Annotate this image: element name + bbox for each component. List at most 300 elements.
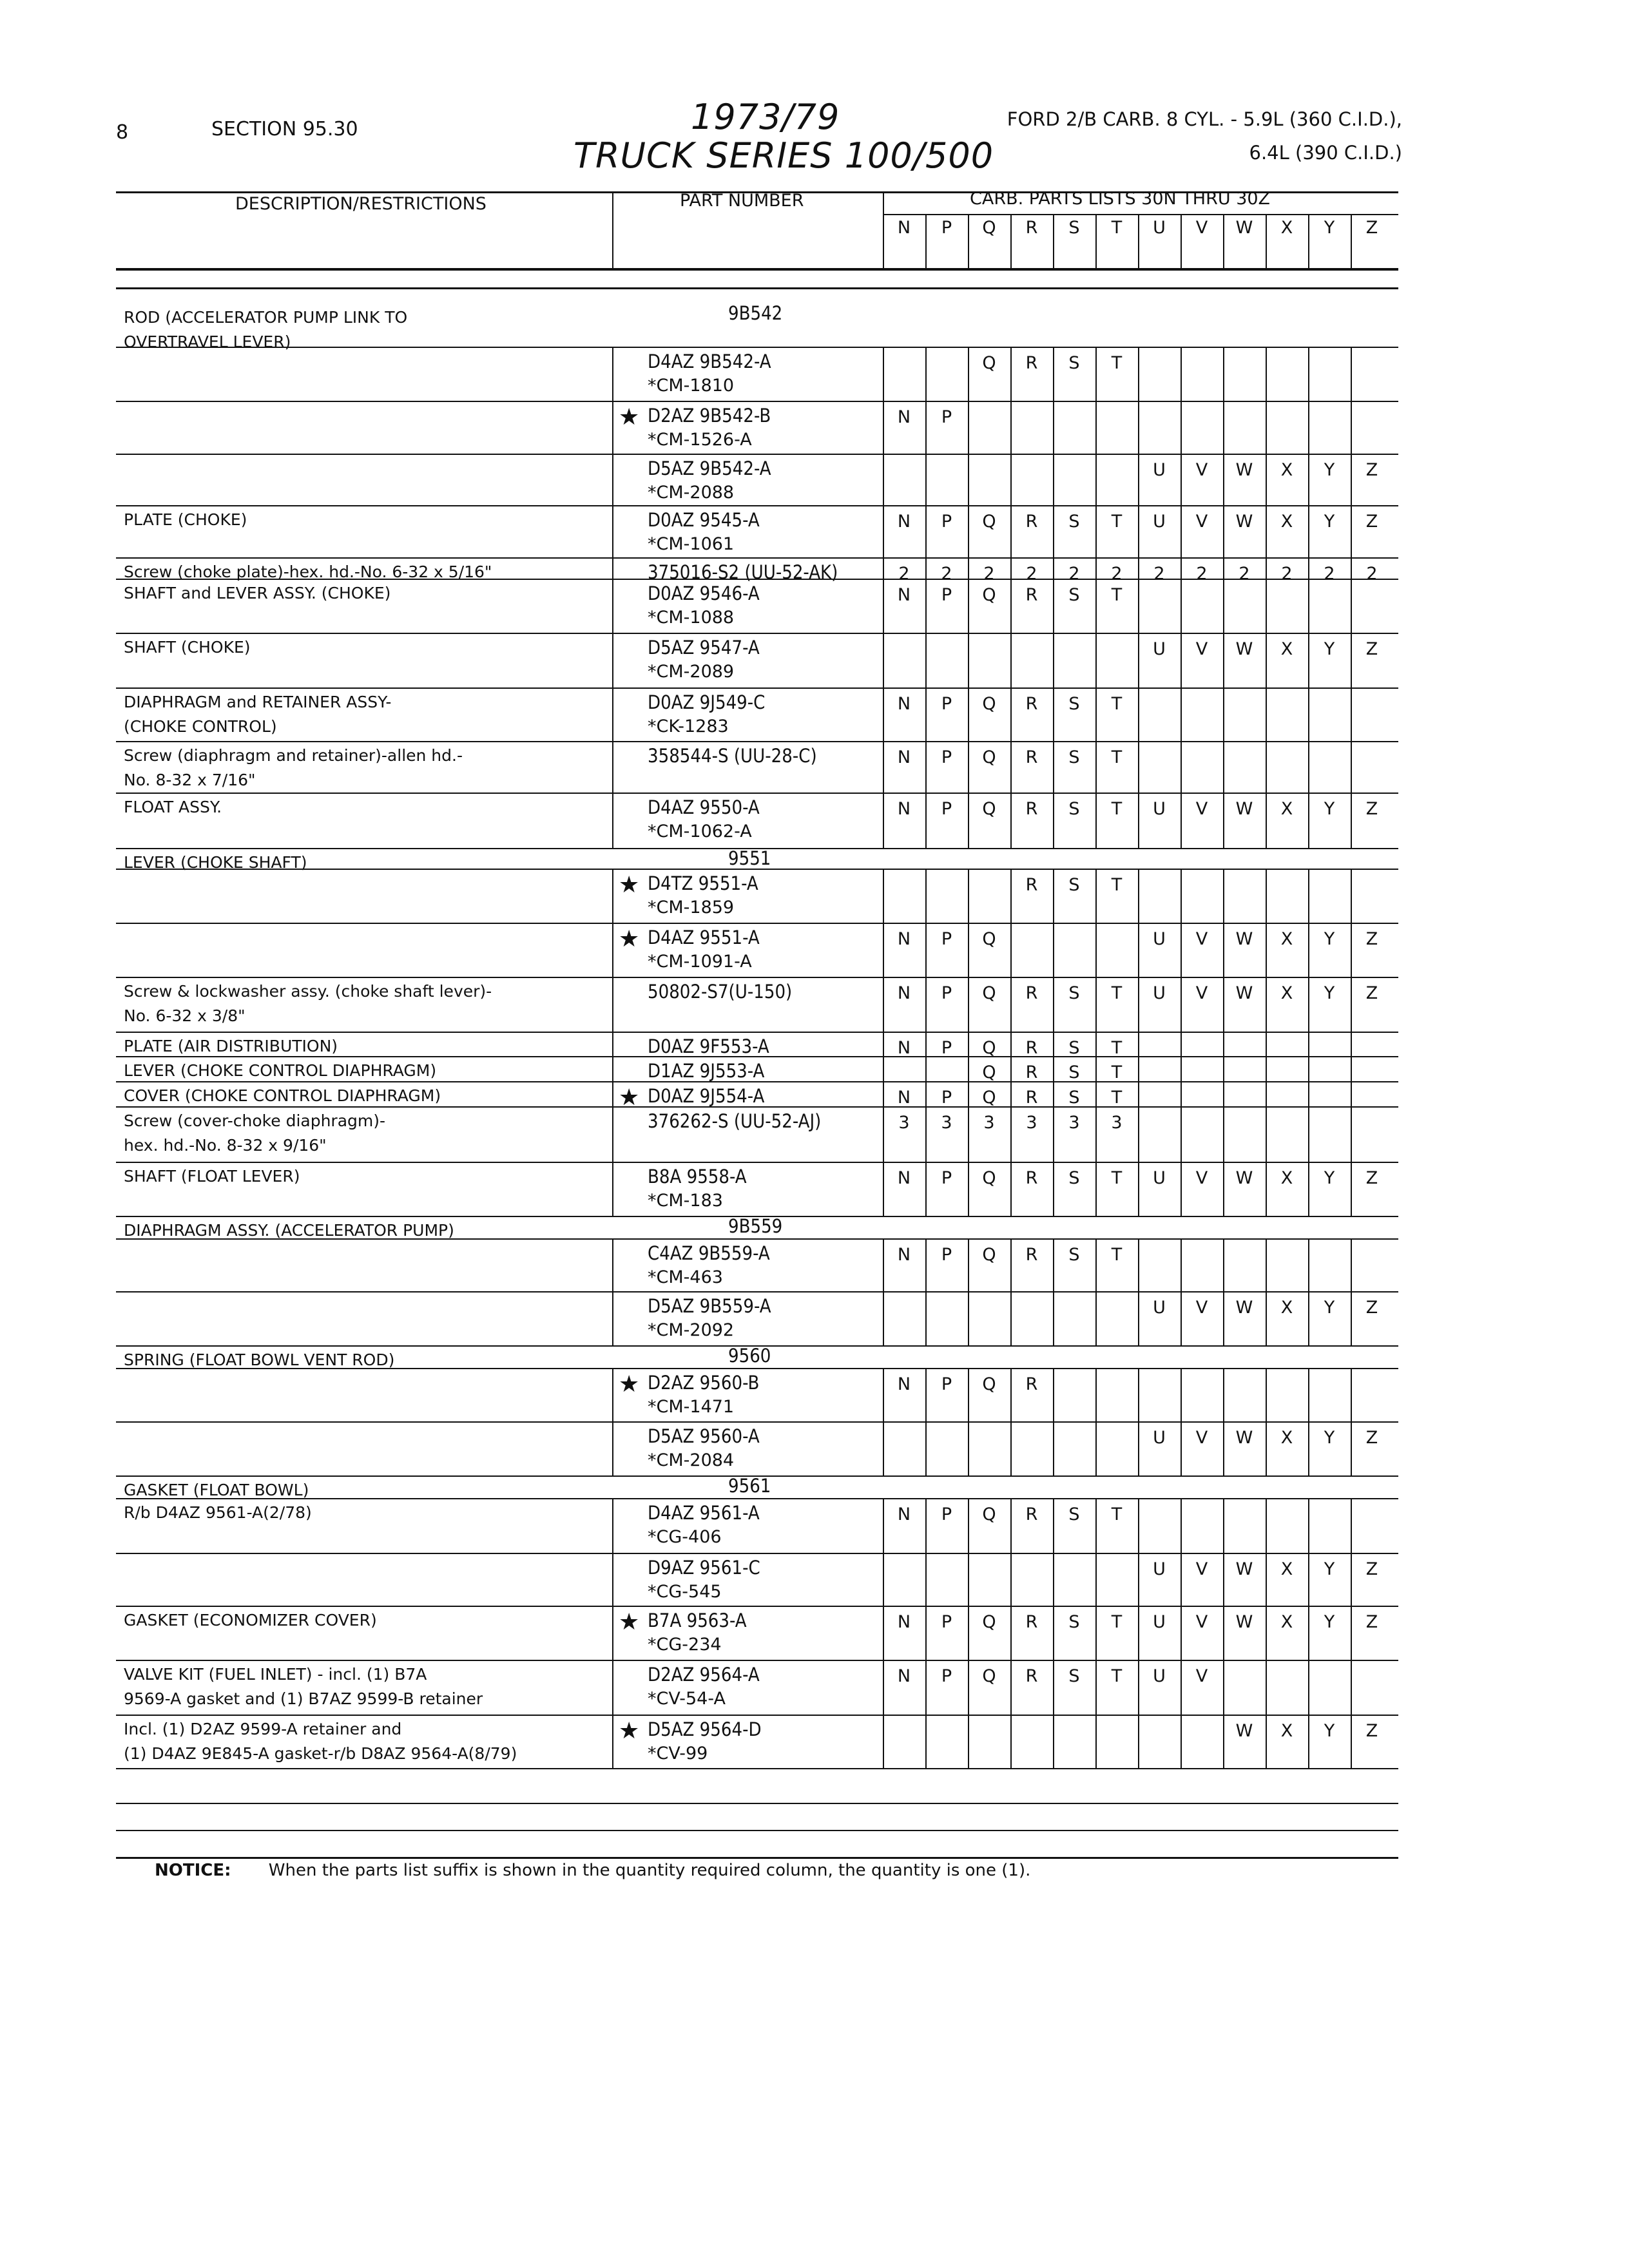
usage-cell: Z [1365, 1721, 1378, 1741]
rule-line [116, 401, 1398, 402]
usage-cell: X [1280, 1721, 1293, 1741]
usage-cell: Q [982, 1504, 996, 1524]
column-divider [1308, 347, 1309, 401]
usage-cell: V [1195, 1666, 1208, 1686]
column-divider [1181, 1032, 1182, 1056]
rule-line [116, 1830, 1398, 1831]
column-divider [1053, 1715, 1054, 1768]
usage-cell: P [941, 929, 952, 949]
column-divider [612, 977, 613, 1032]
service-part-number: *CM-2092 [648, 1320, 735, 1340]
usage-cell: S [1068, 799, 1080, 819]
rule-line [116, 347, 1398, 348]
rule-line [116, 1857, 1398, 1859]
part-number: D9AZ 9561-C [648, 1557, 760, 1579]
part-number: 375016-S2 (UU-52-AK) [648, 561, 838, 583]
rule-line [883, 214, 1398, 215]
base-part-number: 9B542 [728, 302, 783, 324]
column-divider [1181, 347, 1182, 401]
usage-cell: P [941, 1038, 952, 1058]
usage-cell: W [1235, 639, 1253, 659]
rule-line [116, 454, 1398, 455]
column-divider [1308, 401, 1309, 454]
usage-cell: U [1153, 639, 1166, 659]
usage-cell: 2 [1111, 564, 1123, 584]
row-description: VALVE KIT (FUEL INLET) - incl. (1) B7A [124, 1665, 427, 1684]
column-divider [925, 1056, 927, 1081]
usage-cell: V [1195, 983, 1208, 1003]
usage-cell: N [897, 1374, 911, 1394]
rule-line [116, 1606, 1398, 1607]
rule-line [116, 633, 1398, 634]
usage-cell: 2 [1068, 564, 1080, 584]
usage-cell: S [1068, 1038, 1080, 1058]
usage-cell: T [1111, 512, 1123, 532]
rule-line [116, 687, 1398, 689]
usage-cell: Q [982, 1038, 996, 1058]
rule-line [116, 1715, 1398, 1716]
usage-cell: U [1153, 1298, 1166, 1318]
usage-cell: R [1025, 1612, 1038, 1632]
column-divider [1053, 923, 1054, 977]
row-description-2: (1) D4AZ 9E845-A gasket-r/b D8AZ 9564-A(8/79) [124, 1744, 517, 1763]
service-part-number: *CM-1088 [648, 608, 735, 628]
row-description: R/b D4AZ 9561-A(2/78) [124, 1503, 312, 1522]
column-divider [1181, 869, 1182, 923]
part-number: D4AZ 9561-A [648, 1502, 760, 1524]
column-divider [1181, 741, 1182, 793]
column-divider [1010, 1715, 1012, 1768]
usage-cell: U [1153, 983, 1166, 1003]
rule-line [116, 1803, 1398, 1804]
column-divider [1266, 401, 1267, 454]
column-divider [1266, 1032, 1267, 1056]
usage-cell: 3 [1111, 1113, 1123, 1133]
usage-cell: T [1111, 353, 1123, 373]
rule-line [116, 1368, 1398, 1369]
column-divider [1223, 1498, 1224, 1553]
rule-line [116, 1238, 1398, 1240]
usage-cell: N [897, 512, 911, 532]
base-part-number: 9551 [728, 847, 771, 869]
part-number: 50802-S7(U-150) [648, 981, 793, 1003]
usage-cell: S [1068, 694, 1080, 714]
part-number: D0AZ 9546-A [648, 582, 760, 604]
service-part-number: *CK-1283 [648, 716, 729, 736]
service-part-number: *CM-463 [648, 1267, 723, 1287]
part-number: D5AZ 9564-D [648, 1718, 762, 1740]
column-divider [612, 1368, 613, 1421]
usage-cell: V [1195, 1612, 1208, 1632]
header-carb-lists: CARB. PARTS LISTS 30N THRU 30Z [970, 189, 1271, 209]
rule-line [116, 869, 1398, 870]
rule-line [116, 793, 1398, 794]
column-divider [1308, 1238, 1309, 1291]
column-divider [1138, 347, 1139, 401]
column-divider [1181, 1056, 1182, 1081]
usage-cell: P [941, 585, 952, 605]
row-description: DIAPHRAGM ASSY. (ACCELERATOR PUMP) [124, 1221, 454, 1240]
title-years: 1973/79 [691, 97, 840, 137]
column-divider [925, 1421, 927, 1475]
usage-cell: T [1111, 799, 1123, 819]
usage-cell: Z [1365, 1298, 1378, 1318]
header-letter-p: P [941, 218, 952, 238]
column-divider [612, 1291, 613, 1345]
column-divider [1266, 1056, 1267, 1081]
column-divider [925, 1291, 927, 1345]
column-divider [1266, 1368, 1267, 1421]
column-divider [1010, 633, 1012, 687]
column-divider [1266, 1238, 1267, 1291]
usage-cell: 2 [1026, 564, 1037, 584]
header-letter-y: Y [1324, 218, 1335, 238]
row-description: LEVER (CHOKE SHAFT) [124, 853, 307, 872]
column-divider [612, 347, 613, 401]
column-divider [883, 1421, 884, 1475]
rule-line [116, 1081, 1398, 1082]
column-divider [1223, 1368, 1224, 1421]
column-divider [883, 1056, 884, 1081]
usage-cell: S [1068, 1245, 1080, 1265]
column-divider [1181, 1238, 1182, 1291]
usage-cell: V [1195, 460, 1208, 480]
usage-cell: X [1280, 1168, 1293, 1188]
usage-cell: W [1235, 929, 1253, 949]
row-description-2: OVERTRAVEL LEVER) [124, 332, 291, 351]
service-part-number: *CM-1859 [648, 898, 735, 918]
service-part-number: *CM-1061 [648, 534, 735, 554]
usage-cell: 2 [941, 564, 952, 584]
column-divider [1181, 401, 1182, 454]
star-icon: ★ [619, 404, 640, 430]
usage-cell: S [1068, 1504, 1080, 1524]
column-divider [612, 1081, 613, 1106]
column-divider [1181, 1106, 1182, 1162]
usage-cell: R [1025, 983, 1038, 1003]
column-divider [1351, 401, 1352, 454]
usage-cell: 2 [983, 564, 995, 584]
column-divider [968, 633, 969, 687]
usage-cell: X [1280, 983, 1293, 1003]
column-divider [1095, 1368, 1097, 1421]
row-description-2: 9569-A gasket and (1) B7AZ 9599-B retainer [124, 1689, 483, 1708]
row-description: PLATE (AIR DISTRIBUTION) [124, 1037, 338, 1055]
row-description: LEVER (CHOKE CONTROL DIAPHRAGM) [124, 1061, 437, 1080]
notice-label: NOTICE: [155, 1861, 231, 1880]
usage-cell: U [1153, 1559, 1166, 1579]
usage-cell: Y [1324, 1612, 1335, 1632]
column-divider [612, 1106, 613, 1162]
column-divider [1308, 1368, 1309, 1421]
column-divider [1010, 1291, 1012, 1345]
notice-text: When the parts list suffix is shown in the quantity required column, the quantity is one (1). [268, 1861, 1031, 1880]
row-description: GASKET (FLOAT BOWL) [124, 1481, 309, 1499]
column-divider [1053, 214, 1054, 268]
usage-cell: T [1111, 1038, 1123, 1058]
column-divider [968, 1291, 969, 1345]
row-description: Incl. (1) D2AZ 9599-A retainer and [124, 1720, 402, 1738]
usage-cell: W [1235, 1721, 1253, 1741]
column-divider [612, 923, 613, 977]
usage-cell: W [1235, 1428, 1253, 1448]
usage-cell: R [1025, 512, 1038, 532]
column-divider [1095, 1421, 1097, 1475]
usage-cell: P [941, 1245, 952, 1265]
column-divider [1095, 1553, 1097, 1606]
service-part-number: *CV-54-A [648, 1689, 726, 1709]
usage-cell: Z [1365, 929, 1378, 949]
usage-cell: U [1153, 1428, 1166, 1448]
usage-cell: W [1235, 799, 1253, 819]
part-number: 358544-S (UU-28-C) [648, 745, 817, 767]
rule-line [116, 923, 1398, 924]
usage-cell: Q [982, 1168, 996, 1188]
part-number: B7A 9563-A [648, 1610, 747, 1631]
section-label: SECTION 95.30 [211, 118, 358, 140]
usage-cell: W [1235, 1168, 1253, 1188]
column-divider [925, 869, 927, 923]
column-divider [612, 1032, 613, 1056]
column-divider [1308, 214, 1309, 268]
usage-cell: 2 [1324, 564, 1335, 584]
column-divider [1351, 214, 1352, 268]
header-letter-n: N [897, 218, 911, 238]
usage-cell: R [1025, 799, 1038, 819]
column-divider [1138, 1498, 1139, 1553]
usage-cell: Q [982, 929, 996, 949]
usage-cell: Q [982, 1062, 996, 1082]
column-divider [1266, 1498, 1267, 1553]
column-divider [1351, 869, 1352, 923]
service-part-number: *CV-99 [648, 1744, 708, 1763]
column-divider [612, 1660, 613, 1715]
spec-line-2: 6.4L (390 C.I.D.) [1249, 142, 1402, 164]
usage-cell: N [897, 1504, 911, 1524]
column-divider [612, 505, 613, 557]
usage-cell: X [1280, 1612, 1293, 1632]
column-divider [1223, 347, 1224, 401]
column-divider [1095, 633, 1097, 687]
usage-cell: N [897, 1245, 911, 1265]
usage-cell: N [897, 929, 911, 949]
column-divider [1223, 869, 1224, 923]
column-divider [1053, 454, 1054, 505]
service-part-number: *CM-1471 [648, 1397, 735, 1417]
row-description: DIAPHRAGM and RETAINER ASSY- [124, 693, 392, 711]
rule-line [116, 1660, 1398, 1661]
column-divider [883, 1553, 884, 1606]
part-number: D4AZ 9550-A [648, 796, 760, 818]
usage-cell: Q [982, 353, 996, 373]
rule-line [116, 1421, 1398, 1423]
column-divider [612, 579, 613, 633]
usage-cell: N [897, 1612, 911, 1632]
rule-line [116, 287, 1398, 289]
usage-cell: U [1153, 1168, 1166, 1188]
column-divider [1010, 214, 1012, 268]
usage-cell: 2 [1366, 564, 1378, 584]
column-divider [1266, 1081, 1267, 1106]
service-part-number: *CM-2088 [648, 483, 735, 503]
row-description: SPRING (FLOAT BOWL VENT ROD) [124, 1350, 395, 1369]
row-description: Screw (diaphragm and retainer)-allen hd.- [124, 746, 463, 765]
column-divider [1053, 1421, 1054, 1475]
usage-cell: V [1195, 512, 1208, 532]
usage-cell: P [941, 1504, 952, 1524]
usage-cell: N [897, 407, 911, 427]
usage-cell: 3 [941, 1113, 952, 1133]
usage-cell: V [1195, 929, 1208, 949]
page-number: 8 [116, 121, 129, 144]
column-divider [612, 454, 613, 505]
part-number: D0AZ 9J549-C [648, 691, 766, 713]
usage-cell: T [1111, 1088, 1123, 1108]
rule-line [116, 1162, 1398, 1163]
row-description: SHAFT (FLOAT LEVER) [124, 1167, 300, 1186]
usage-cell: Y [1324, 929, 1335, 949]
usage-cell: S [1068, 1168, 1080, 1188]
part-number: D2AZ 9564-A [648, 1664, 760, 1686]
column-divider [1181, 1498, 1182, 1553]
usage-cell: Z [1365, 1559, 1378, 1579]
column-divider [612, 633, 613, 687]
usage-cell: X [1280, 929, 1293, 949]
column-divider [1010, 401, 1012, 454]
usage-cell: P [941, 512, 952, 532]
header-letter-u: U [1153, 218, 1166, 238]
usage-cell: U [1153, 460, 1166, 480]
usage-cell: 2 [1196, 564, 1208, 584]
column-divider [883, 1715, 884, 1768]
header-letter-t: T [1111, 218, 1123, 238]
rule-line [116, 1768, 1398, 1769]
usage-cell: P [941, 747, 952, 767]
column-divider [612, 191, 613, 268]
row-description: Screw (cover-choke diaphragm)- [124, 1111, 386, 1130]
usage-cell: Q [982, 983, 996, 1003]
usage-cell: P [941, 1374, 952, 1394]
column-divider [1138, 741, 1139, 793]
usage-cell: U [1153, 929, 1166, 949]
part-number: D4TZ 9551-A [648, 872, 758, 894]
usage-cell: P [941, 1612, 952, 1632]
service-part-number: *CM-1526-A [648, 430, 752, 450]
usage-cell: V [1195, 799, 1208, 819]
column-divider [968, 1715, 969, 1768]
usage-cell: Q [982, 1666, 996, 1686]
usage-cell: S [1068, 1062, 1080, 1082]
rule-line [116, 579, 1398, 580]
service-part-number: *CM-2084 [648, 1450, 735, 1470]
column-divider [1266, 1660, 1267, 1715]
usage-cell: 3 [1026, 1113, 1037, 1133]
column-divider [1351, 1238, 1352, 1291]
usage-cell: T [1111, 1245, 1123, 1265]
usage-cell: X [1280, 1298, 1293, 1318]
column-divider [1351, 1498, 1352, 1553]
usage-cell: V [1195, 1168, 1208, 1188]
usage-cell: V [1195, 1428, 1208, 1448]
usage-cell: U [1153, 1612, 1166, 1632]
column-divider [1138, 1368, 1139, 1421]
usage-cell: V [1195, 639, 1208, 659]
column-divider [1351, 1032, 1352, 1056]
usage-cell: X [1280, 639, 1293, 659]
service-part-number: *CG-234 [648, 1635, 722, 1655]
usage-cell: R [1025, 1038, 1038, 1058]
usage-cell: T [1111, 983, 1123, 1003]
column-divider [1181, 687, 1182, 741]
service-part-number: *CM-183 [648, 1191, 723, 1211]
part-number: D4AZ 9B542-A [648, 351, 771, 372]
column-divider [925, 214, 927, 268]
column-divider [968, 454, 969, 505]
column-divider [1181, 1715, 1182, 1768]
usage-cell: T [1111, 747, 1123, 767]
column-divider [612, 1606, 613, 1660]
part-number: D0AZ 9J554-A [648, 1085, 765, 1107]
column-divider [1266, 347, 1267, 401]
usage-cell: T [1111, 875, 1123, 895]
row-description-2: No. 6-32 x 3/8" [124, 1006, 246, 1025]
usage-cell: N [897, 694, 911, 714]
rule-line [116, 977, 1398, 978]
service-part-number: *CG-406 [648, 1527, 722, 1547]
usage-cell: Z [1365, 983, 1378, 1003]
star-icon: ★ [619, 926, 640, 952]
part-number: D2AZ 9560-B [648, 1372, 760, 1394]
usage-cell: V [1195, 1298, 1208, 1318]
rule-line [116, 1032, 1398, 1033]
usage-cell: P [941, 407, 952, 427]
usage-cell: W [1235, 512, 1253, 532]
row-description: ROD (ACCELERATOR PUMP LINK TO [124, 308, 408, 327]
row-description-2: (CHOKE CONTROL) [124, 717, 277, 736]
column-divider [1138, 1715, 1139, 1768]
header-letter-v: V [1195, 218, 1208, 238]
part-number: 376262-S (UU-52-AJ) [648, 1110, 822, 1132]
column-divider [968, 869, 969, 923]
column-divider [1308, 1056, 1309, 1081]
header-letter-r: R [1025, 218, 1038, 238]
usage-cell: N [897, 983, 911, 1003]
usage-cell: N [897, 1168, 911, 1188]
column-divider [1181, 1081, 1182, 1106]
column-divider [925, 347, 927, 401]
usage-cell: S [1068, 875, 1080, 895]
notice [155, 1861, 1030, 1880]
rule-line [116, 268, 1398, 271]
column-divider [612, 1498, 613, 1553]
usage-cell: R [1025, 1374, 1038, 1394]
column-divider [1095, 923, 1097, 977]
usage-cell: W [1235, 1298, 1253, 1318]
column-divider [612, 557, 613, 579]
column-divider [1223, 741, 1224, 793]
column-divider [925, 1715, 927, 1768]
star-icon: ★ [619, 1084, 640, 1111]
rule-line [116, 1056, 1398, 1057]
usage-cell: S [1068, 1088, 1080, 1108]
usage-cell: S [1068, 1666, 1080, 1686]
usage-cell: Z [1365, 639, 1378, 659]
usage-cell: Y [1324, 639, 1335, 659]
usage-cell: P [941, 1088, 952, 1108]
usage-cell: Q [982, 1612, 996, 1632]
row-description: FLOAT ASSY. [124, 798, 222, 816]
column-divider [1308, 1498, 1309, 1553]
